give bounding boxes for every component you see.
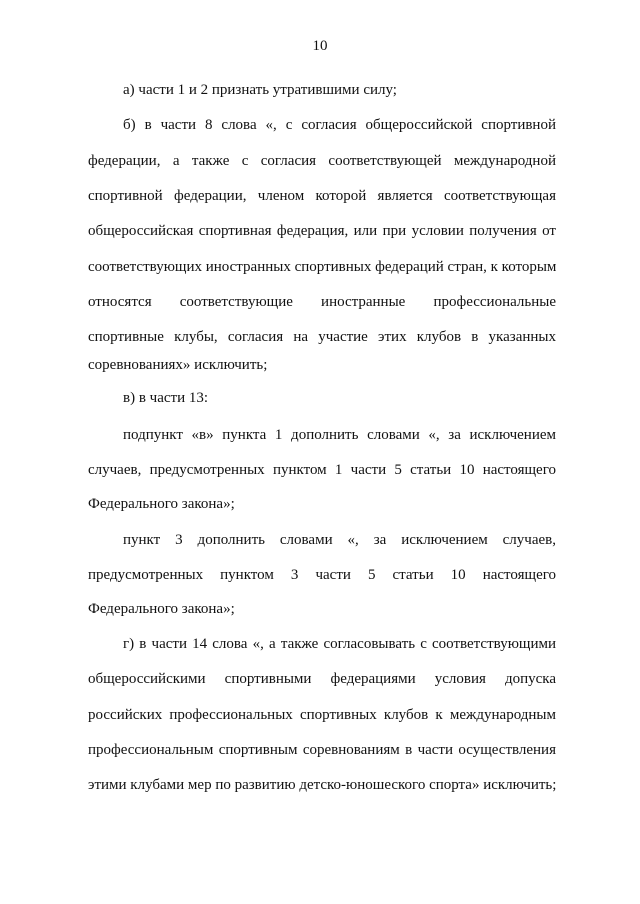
- paragraph-g-line-2: общероссийскими спортивными федерациями условия допуска: [88, 671, 556, 687]
- paragraph-b-line-6: относятся соответствующие иностранные профессиональные: [88, 294, 556, 310]
- point-3-line-1: пункт 3 дополнить словами «, за исключением случаев,: [123, 532, 556, 548]
- paragraph-b-line-7: спортивные клубы, согласия на участие этих клубов в указанных: [88, 329, 556, 345]
- paragraph-b-line-2: федерации, а также с согласия соответствующей международной: [88, 153, 556, 169]
- subparagraph-v-line-2: случаев, предусмотренных пунктом 1 части 5 статьи 10 настоящего: [88, 462, 556, 478]
- paragraph-b-line-4: общероссийская спортивная федерация, или при условии получения от: [88, 223, 556, 239]
- paragraph-b-line-8: соревнованиях» исключить;: [88, 357, 268, 373]
- point-3-line-2: предусмотренных пунктом 3 части 5 статьи 10 настоящего: [88, 567, 556, 583]
- paragraph-g-line-4: профессиональным спортивным соревнованиям в части осуществления: [88, 742, 556, 758]
- paragraph-b-line-3: спортивной федерации, членом которой является соответствующая: [88, 188, 556, 204]
- paragraph-g-line-5: этими клубами мер по развитию детско-юношеского спорта» исключить;: [88, 777, 557, 793]
- paragraph-g-line-1: г) в части 14 слова «, а также согласовывать с соответствующими: [123, 636, 556, 652]
- paragraph-g-line-3: российских профессиональных спортивных клубов к международным: [88, 707, 556, 723]
- point-3-line-3: Федерального закона»;: [88, 601, 235, 617]
- paragraph-b-line-1: б) в части 8 слова «, с согласия общероссийской спортивной: [123, 117, 556, 133]
- paragraph-b-line-5: соответствующих иностранных спортивных федераций стран, к которым: [88, 259, 557, 275]
- paragraph-v-line-1: в) в части 13:: [123, 390, 209, 406]
- subparagraph-v-line-3: Федерального закона»;: [88, 496, 235, 512]
- subparagraph-v-line-1: подпункт «в» пункта 1 дополнить словами «, за исключением: [123, 427, 556, 443]
- page-number: 10: [312, 38, 328, 54]
- paragraph-a-line-1: а) части 1 и 2 признать утратившими силу;: [123, 82, 397, 98]
